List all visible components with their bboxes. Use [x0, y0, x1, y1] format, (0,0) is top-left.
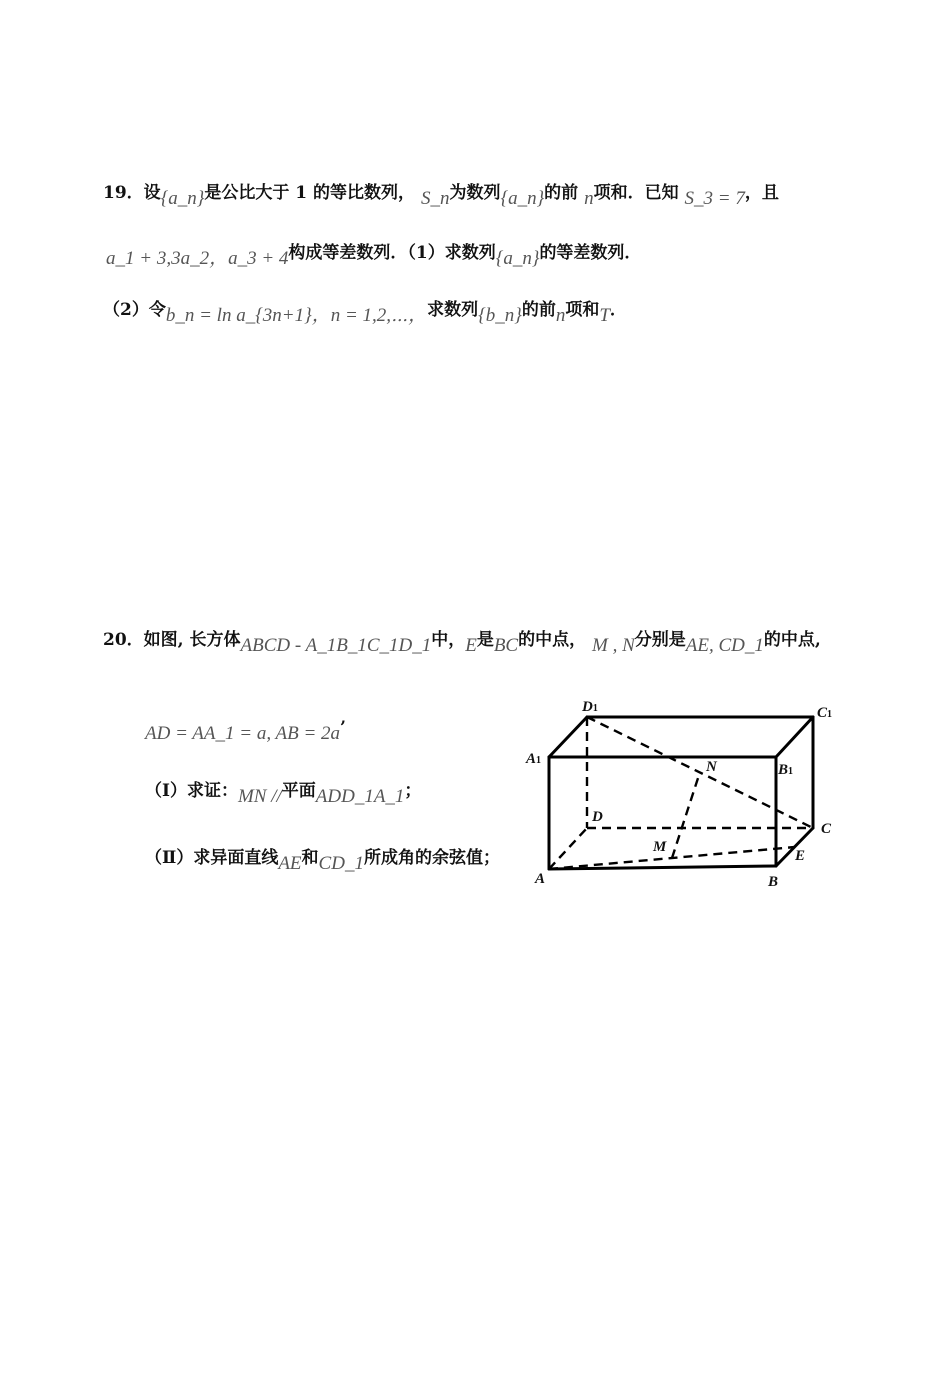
math-MN-parallel: MN //: [237, 786, 282, 807]
math-S3: S_3 = 7: [684, 188, 745, 209]
label-B1: B1: [778, 762, 794, 778]
cuboid-figure: [520, 690, 850, 900]
label-D: D: [592, 809, 603, 825]
edge-B1C1: [776, 717, 813, 757]
math-an: {a_n}: [495, 248, 540, 269]
math-T: T: [599, 305, 610, 326]
q20-part1: （Ⅰ）求证：MN //平面ADD_1A_1；: [145, 781, 422, 807]
q20-line2: AD = AA_1 = a, AB = 2a’: [145, 718, 346, 744]
q20-line1: 20．如图, 长方体ABCD - A_1B_1C_1D_1中，E是BC的中点， M , N分别是AE, CD_1的中点,: [103, 630, 821, 656]
label-N: N: [706, 759, 717, 775]
math-n: n: [555, 305, 566, 326]
math-an: {a_n}: [500, 188, 545, 209]
segment-MN: [672, 772, 700, 858]
math-E: E: [465, 635, 477, 656]
math-MN: M , N: [592, 635, 635, 656]
math-an: {a_n}: [160, 188, 205, 209]
label-C1: C1: [817, 705, 833, 721]
label-M: M: [653, 839, 667, 855]
math-Sn: S_n: [420, 188, 450, 209]
q20-number: 20．: [103, 630, 144, 650]
math-condition: AD = AA_1 = a, AB = 2a: [145, 723, 341, 744]
math-CD1: CD_1: [318, 853, 364, 874]
math-n: n: [584, 188, 594, 209]
q19-line1: 19．设{a_n}是公比大于 1 的等比数列， S_n为数列{a_n}的前 n项和．已知 S_3 = 7，且: [103, 183, 779, 209]
label-D1: D1: [582, 699, 598, 715]
q19-line2: a_1 + 3,3a_2，a_3 + 4构成等差数列．（1）求数列{a_n}的等差数列．: [106, 243, 642, 269]
q19-number: 19．: [103, 183, 144, 203]
label-A1: A1: [526, 751, 542, 767]
math-plane: ADD_1A_1: [315, 786, 405, 807]
math-box: ABCD - A_1B_1C_1D_1: [240, 635, 432, 656]
q19-line3: （2）令b_n = ln a_{3n+1}，n = 1,2,⋯，求数列{b_n}的前n项和T．: [103, 300, 627, 326]
label-C: C: [821, 821, 832, 837]
math-bn: b_n = ln a_{3n+1}，n = 1,2,⋯，: [165, 305, 428, 326]
label-A: A: [535, 871, 546, 887]
edge-AD: [549, 828, 587, 869]
q20-part2: （Ⅱ）求异面直线AE和CD_1所成角的余弦值；: [145, 848, 500, 874]
math-terms: a_1 + 3,3a_2，a_3 + 4: [106, 248, 289, 269]
math-AE-CD1: AE, CD_1: [685, 635, 764, 656]
label-E: E: [795, 848, 806, 864]
math-AE: AE: [278, 853, 302, 874]
label-B: B: [768, 874, 779, 890]
edge-A1D1: [549, 717, 587, 757]
math-bn: {b_n}: [478, 305, 522, 326]
math-BC: BC: [493, 635, 519, 656]
